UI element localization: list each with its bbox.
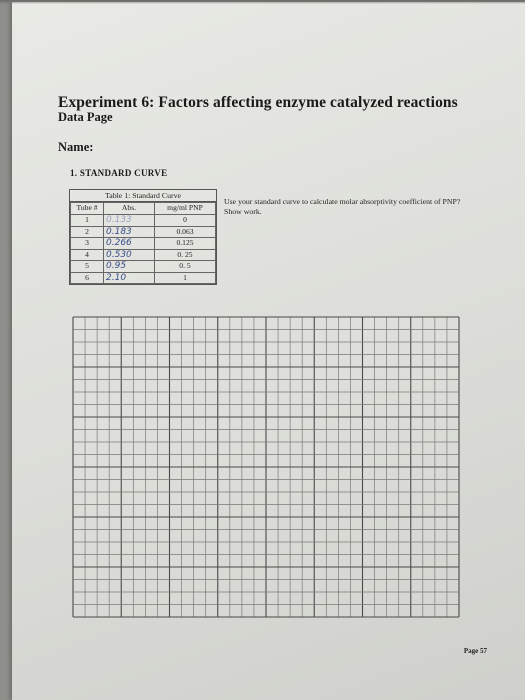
cell-tube: 1 bbox=[71, 215, 104, 227]
table-row bbox=[71, 238, 216, 250]
table-caption: Table 1: Standard Curve bbox=[70, 190, 216, 202]
table-row bbox=[71, 215, 216, 227]
cell-tube: 5 bbox=[71, 261, 104, 273]
section-heading: 1. STANDARD CURVE bbox=[70, 168, 168, 178]
cell-abs: 0.95 bbox=[104, 261, 155, 273]
graph-paper bbox=[72, 316, 460, 623]
standard-table-grid bbox=[70, 202, 216, 284]
page-number: Page 57 bbox=[463, 647, 487, 655]
cell-tube: 6 bbox=[71, 272, 104, 284]
header-abs: Abs. bbox=[104, 203, 155, 215]
header-tube: Tube # bbox=[71, 203, 104, 215]
header-pnp: mg/ml PNP bbox=[155, 203, 216, 215]
photo-top-edge bbox=[0, 0, 525, 4]
table-row bbox=[71, 261, 216, 273]
table-row bbox=[71, 272, 216, 284]
cell-abs: 0.133 bbox=[104, 215, 155, 227]
cell-pnp: 0.063 bbox=[155, 226, 216, 238]
page-subtitle: Data Page bbox=[58, 110, 113, 124]
cell-abs: 2.10 bbox=[104, 272, 155, 284]
cell-abs: 0.183 bbox=[104, 226, 155, 238]
table-header-row bbox=[71, 203, 216, 215]
table-row bbox=[71, 226, 216, 238]
page-title: Experiment 6: Factors affecting enzyme catalyzed reactions bbox=[58, 94, 458, 111]
table-row bbox=[71, 249, 216, 261]
instruction-text: Use your standard curve to calculate molar absorptivity coefficient of PNP? Show work. bbox=[224, 197, 461, 216]
cell-tube: 3 bbox=[71, 238, 104, 250]
cell-pnp: 0 bbox=[155, 215, 216, 227]
graph-paper-grid bbox=[72, 316, 460, 618]
cell-abs: 0.266 bbox=[104, 238, 155, 250]
worksheet-page bbox=[12, 2, 525, 700]
name-label: Name: bbox=[58, 140, 94, 154]
cell-tube: 2 bbox=[71, 226, 104, 238]
cell-pnp: 0. 25 bbox=[155, 249, 216, 261]
cell-pnp: 1 bbox=[155, 272, 216, 284]
cell-pnp: 0.125 bbox=[155, 238, 216, 250]
cell-pnp: 0. 5 bbox=[155, 261, 216, 273]
cell-tube: 4 bbox=[71, 249, 104, 261]
standard-curve-table bbox=[69, 189, 217, 285]
cell-abs: 0.530 bbox=[104, 249, 155, 261]
